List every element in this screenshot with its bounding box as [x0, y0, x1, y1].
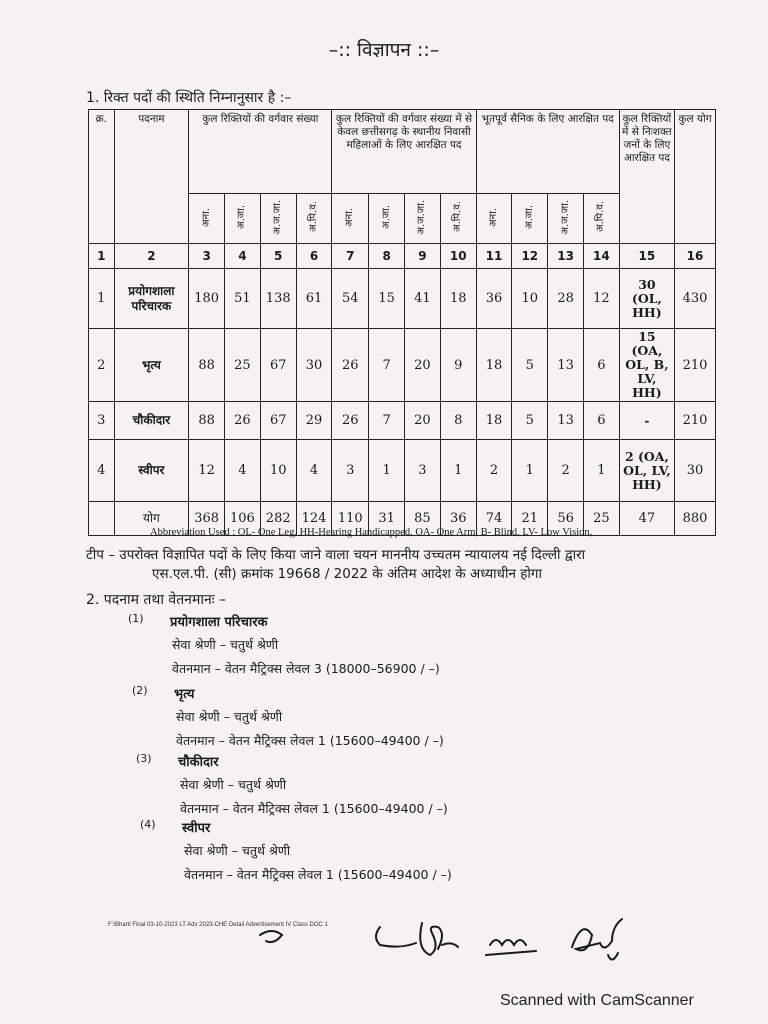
total-row-blank: [89, 502, 115, 536]
row-women-value: 1: [440, 440, 476, 502]
sub-header-total-4: [296, 194, 332, 244]
row-women-value: 1: [369, 440, 405, 502]
column-number: 7: [332, 244, 369, 269]
sub-header-exs-2: [512, 194, 548, 244]
row-serial: 2: [89, 329, 115, 402]
row-grand-total: 430: [675, 269, 716, 329]
total-total-value: 124: [296, 502, 332, 536]
table-row: [89, 269, 716, 329]
total-exs-value: 74: [476, 502, 512, 536]
row-exs-value: 5: [512, 329, 548, 402]
column-number: 12: [512, 244, 548, 269]
post-title: चौकीदार: [178, 755, 219, 770]
post-service-class: सेवा श्रेणी – चतुर्थ श्रेणी: [176, 709, 283, 724]
row-exs-value: 2: [548, 440, 584, 502]
post-pay-scale: वेतनमान – वेतन मैट्रिक्स लेवल 3 (18000–56900 / –): [172, 661, 440, 676]
row-total-value: 67: [260, 402, 296, 440]
total-exs-value: 21: [512, 502, 548, 536]
sub-header-total-2: [225, 194, 261, 244]
abbreviation-note: Abbreviation Used : OL- One Leg, HH-Hearing Handicapped, OA- One Arm, B- Blind, LV- Low Vision,: [150, 527, 593, 538]
row-disabled-reserved: 15 (OA, OL, B, LV, HH): [619, 329, 674, 402]
row-exs-value: 13: [548, 402, 584, 440]
row-serial: 3: [89, 402, 115, 440]
sub-header-label: अ.पि.व.: [595, 201, 607, 233]
row-disabled-reserved: 2 (OA, OL, LV, HH): [619, 440, 674, 502]
sub-header-label: अ.पि.व.: [308, 201, 319, 233]
table-row: [89, 329, 716, 402]
sub-header-label: अ.जा.: [236, 204, 248, 229]
table-row: [89, 402, 716, 440]
total-disabled: 47: [619, 502, 674, 536]
column-number: 5: [260, 244, 296, 269]
row-total-value: 25: [225, 329, 261, 402]
post-number: (1): [128, 612, 144, 625]
row-post-name: स्वीपर: [114, 440, 189, 502]
row-serial: 1: [89, 269, 115, 329]
row-total-value: 29: [296, 402, 332, 440]
sub-header-exs-4: [584, 194, 620, 244]
header-total-vacancies: कुल रिक्तियों की वर्गवार संख्या: [189, 110, 332, 194]
table-row: [89, 440, 716, 502]
row-exs-value: 13: [548, 329, 584, 402]
header-post: पदनाम: [114, 110, 189, 244]
sub-header-label: अ.ज.जा.: [416, 199, 428, 235]
post-entry: [128, 612, 548, 680]
total-total-value: 106: [225, 502, 261, 536]
row-exs-value: 5: [512, 402, 548, 440]
row-total-value: 30: [296, 329, 332, 402]
row-total-value: 12: [189, 440, 225, 502]
column-number: 6: [296, 244, 332, 269]
row-total-value: 51: [225, 269, 261, 329]
file-path-footer: F:\Bharti Final 03-10-2023 LT Adv 2023-CHE Detail Advertisement IV Class DOC 1: [108, 922, 328, 928]
row-exs-value: 1: [584, 440, 620, 502]
column-number: 3: [189, 244, 225, 269]
column-number: 14: [584, 244, 620, 269]
column-number: 2: [114, 244, 189, 269]
row-exs-value: 6: [584, 329, 620, 402]
total-exs-value: 25: [584, 502, 620, 536]
total-row-label: योग: [114, 502, 189, 536]
row-total-value: 4: [296, 440, 332, 502]
sub-header-label: अना.: [344, 207, 356, 227]
row-women-value: 41: [405, 269, 441, 329]
post-title: स्वीपर: [182, 821, 211, 836]
row-women-value: 26: [332, 402, 369, 440]
sub-header-label: अना.: [200, 207, 212, 227]
post-entry: [132, 684, 552, 752]
note-line-1: टीप – उपरोक्त विज्ञापित पदों के लिए किया जाने वाला चयन माननीय उच्चतम न्यायालय नई दिल्ली द्वारा: [86, 547, 586, 563]
post-service-class: सेवा श्रेणी – चतुर्थ श्रेणी: [172, 637, 279, 652]
total-women-value: 36: [440, 502, 476, 536]
column-number: 11: [476, 244, 512, 269]
header-serial: क्र.: [89, 110, 115, 244]
section-2-heading: 2. पदनाम तथा वेतनमानः –: [86, 592, 226, 608]
row-women-value: 15: [369, 269, 405, 329]
row-post-name: भृत्य: [114, 329, 189, 402]
row-exs-value: 36: [476, 269, 512, 329]
row-women-value: 8: [440, 402, 476, 440]
row-women-value: 20: [405, 402, 441, 440]
row-women-value: 3: [332, 440, 369, 502]
post-entry: [136, 752, 556, 820]
row-serial: 4: [89, 440, 115, 502]
post-number: (4): [140, 818, 156, 831]
column-number-row: [89, 244, 716, 269]
sub-header-label: अ.जा.: [523, 204, 535, 229]
row-women-value: 9: [440, 329, 476, 402]
sub-header-total-1: [189, 194, 225, 244]
selection-note: [86, 546, 726, 584]
column-number: 1: [89, 244, 115, 269]
post-pay-scale: वेतनमान – वेतन मैट्रिक्स लेवल 1 (15600–49400 / –): [184, 867, 452, 882]
sub-header-label: अना.: [488, 207, 499, 227]
header-ex-servicemen: भूतपूर्व सैनिक के लिए आरक्षित पद: [476, 110, 619, 194]
column-number: 4: [225, 244, 261, 269]
sub-header-label: अ.ज.जा.: [272, 199, 284, 235]
sub-header-label: अ.जा.: [380, 204, 392, 229]
row-women-value: 26: [332, 329, 369, 402]
row-women-value: 7: [369, 402, 405, 440]
row-exs-value: 18: [476, 329, 512, 402]
row-women-value: 3: [405, 440, 441, 502]
post-pay-scale: वेतनमान – वेतन मैट्रिक्स लेवल 1 (15600–49400 / –): [180, 801, 448, 816]
total-women-value: 31: [369, 502, 405, 536]
row-post-name: प्रयोगशाला परिचारक: [114, 269, 189, 329]
column-number: 16: [675, 244, 716, 269]
column-number: 9: [405, 244, 441, 269]
row-total-value: 138: [260, 269, 296, 329]
row-women-value: 7: [369, 329, 405, 402]
row-total-value: 4: [225, 440, 261, 502]
column-number: 13: [548, 244, 584, 269]
note-line-2: एस.एल.पी. (सी) क्रमांक 19668 / 2022 के अंतिम आदेश के अध्याधीन होगा: [152, 566, 542, 582]
row-women-value: 18: [440, 269, 476, 329]
total-grand: 880: [675, 502, 716, 536]
row-post-name: चौकीदार: [114, 402, 189, 440]
sub-header-exs-3: [548, 194, 584, 244]
row-women-value: 20: [405, 329, 441, 402]
row-exs-value: 6: [584, 402, 620, 440]
header-grand-total: कुल योग: [675, 110, 716, 244]
post-number: (2): [132, 684, 148, 697]
column-number: 8: [369, 244, 405, 269]
post-service-class: सेवा श्रेणी – चतुर्थ श्रेणी: [180, 777, 287, 792]
sub-header-women-2: [369, 194, 405, 244]
row-total-value: 88: [189, 402, 225, 440]
row-total-value: 10: [260, 440, 296, 502]
row-total-value: 26: [225, 402, 261, 440]
row-exs-value: 28: [548, 269, 584, 329]
sub-header-women-1: [332, 194, 369, 244]
row-total-value: 61: [296, 269, 332, 329]
vacancy-table: [88, 109, 716, 536]
sub-header-total-3: [260, 194, 296, 244]
post-pay-scale: वेतनमान – वेतन मैट्रिक्स लेवल 1 (15600–49400 / –): [176, 733, 444, 748]
section-1-heading: 1. रिक्त पदों की स्थिति निम्नानुसार है :–: [86, 90, 292, 106]
row-disabled-reserved: -: [619, 402, 674, 440]
total-total-value: 282: [260, 502, 296, 536]
row-grand-total: 210: [675, 402, 716, 440]
sub-header-label: अ.ज.जा.: [559, 199, 571, 235]
row-disabled-reserved: 30 (OL, HH): [619, 269, 674, 329]
row-women-value: 54: [332, 269, 369, 329]
sub-header-women-4: [440, 194, 476, 244]
row-total-value: 88: [189, 329, 225, 402]
row-exs-value: 12: [584, 269, 620, 329]
row-grand-total: 30: [675, 440, 716, 502]
total-total-value: 368: [189, 502, 225, 536]
row-total-value: 180: [189, 269, 225, 329]
camscanner-watermark: Scanned with CamScanner: [500, 992, 694, 1009]
post-number: (3): [136, 752, 152, 765]
column-number: 15: [619, 244, 674, 269]
row-grand-total: 210: [675, 329, 716, 402]
post-title: प्रयोगशाला परिचारक: [170, 615, 268, 630]
total-women-value: 110: [332, 502, 369, 536]
sub-header-exs-1: [476, 194, 512, 244]
header-women-reserved: कुल रिक्तियों की वर्गवार संख्या में से केवल छत्तीसगढ़ के स्थानीय निवासी महिलाओं के लिए आरक्षित पद: [332, 110, 476, 194]
row-exs-value: 10: [512, 269, 548, 329]
sub-header-label: अ.पि.व.: [452, 201, 464, 233]
post-title: भृत्य: [174, 687, 195, 702]
row-total-value: 67: [260, 329, 296, 402]
sub-header-women-3: [405, 194, 441, 244]
page-title: –:: विज्ञापन ::–: [328, 39, 440, 61]
column-number: 10: [440, 244, 476, 269]
total-exs-value: 56: [548, 502, 584, 536]
row-exs-value: 18: [476, 402, 512, 440]
post-entry: [140, 818, 560, 886]
post-service-class: सेवा श्रेणी – चतुर्थ श्रेणी: [184, 843, 291, 858]
total-women-value: 85: [405, 502, 441, 536]
header-disabled: कुल रिक्तियों में से निःशक्त जनों के लिए आरक्षित पद: [619, 110, 674, 244]
row-exs-value: 1: [512, 440, 548, 502]
row-exs-value: 2: [476, 440, 512, 502]
signatures-image: [250, 915, 730, 975]
